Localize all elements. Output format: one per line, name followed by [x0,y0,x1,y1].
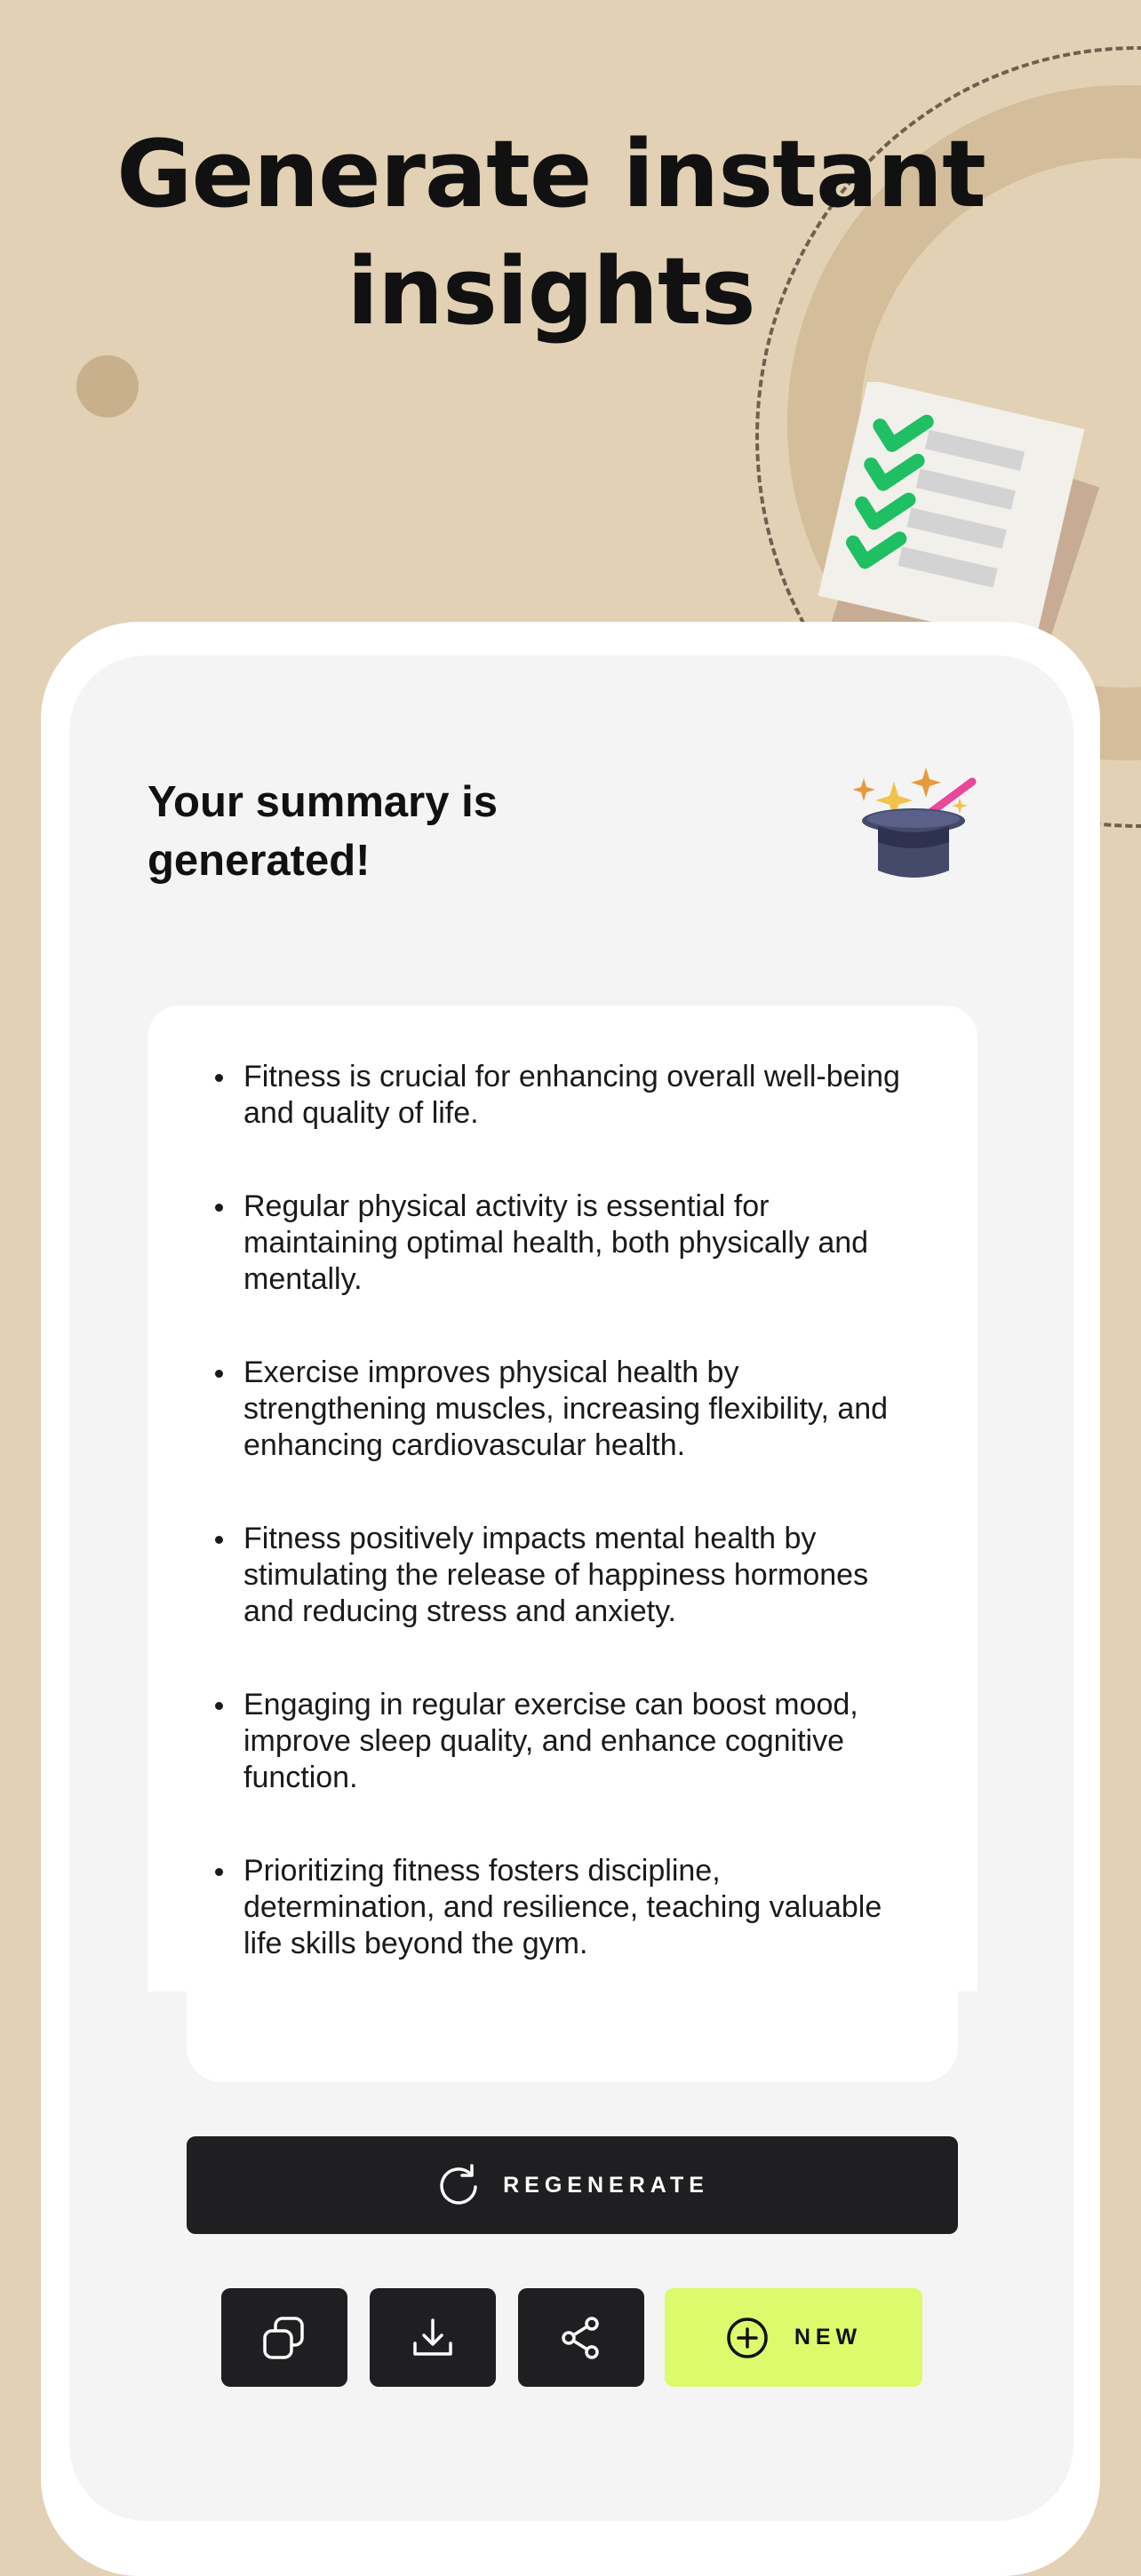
regenerate-button[interactable] [187,2136,958,2234]
refresh-icon [435,2162,482,2208]
summary-point: Engaging in regular exercise can boost mood, improve sleep quality, and enhance cognitive function. [215,1687,915,1796]
decorative-dot [76,355,139,417]
hero-headline [0,115,1102,350]
new-button[interactable] [665,2288,922,2387]
summary-point: Regular physical activity is essential for maintaining optimal health, both physically and mentally. [215,1189,915,1298]
summary-point: Fitness is crucial for enhancing overall well-being and quality of life. [215,1059,915,1132]
share-icon [558,2315,604,2361]
new-label: NEW [794,2325,863,2349]
summary-point: Prioritizing fitness fosters discipline, determination, and resilience, teaching valuable life skills beyond the gym. [215,1853,915,1962]
summary-card [148,1006,977,1992]
summary-point: Exercise improves physical health by strengthening muscles, increasing flexibility, and enhancing cardiovascular health. [215,1355,915,1464]
plus-circle-icon [725,2316,770,2360]
summary-title [148,773,698,890]
regenerate-label: REGENERATE [503,2172,709,2198]
copy-icon [259,2313,309,2363]
download-icon [410,2315,456,2361]
magic-hat-icon [853,764,986,897]
headline-line-2: insights [347,237,755,346]
download-button[interactable] [370,2288,496,2387]
summary-point: Fitness positively impacts mental health by stimulating the release of happiness hormones and reducing stress and anxiety. [215,1521,915,1630]
summary-title-line-2: generated! [148,837,371,885]
copy-button[interactable] [221,2288,347,2387]
headline-line-1: Generate instant [116,120,985,228]
share-button[interactable] [518,2288,644,2387]
summary-list [148,1006,977,1962]
summary-title-line-1: Your summary is [148,778,498,826]
